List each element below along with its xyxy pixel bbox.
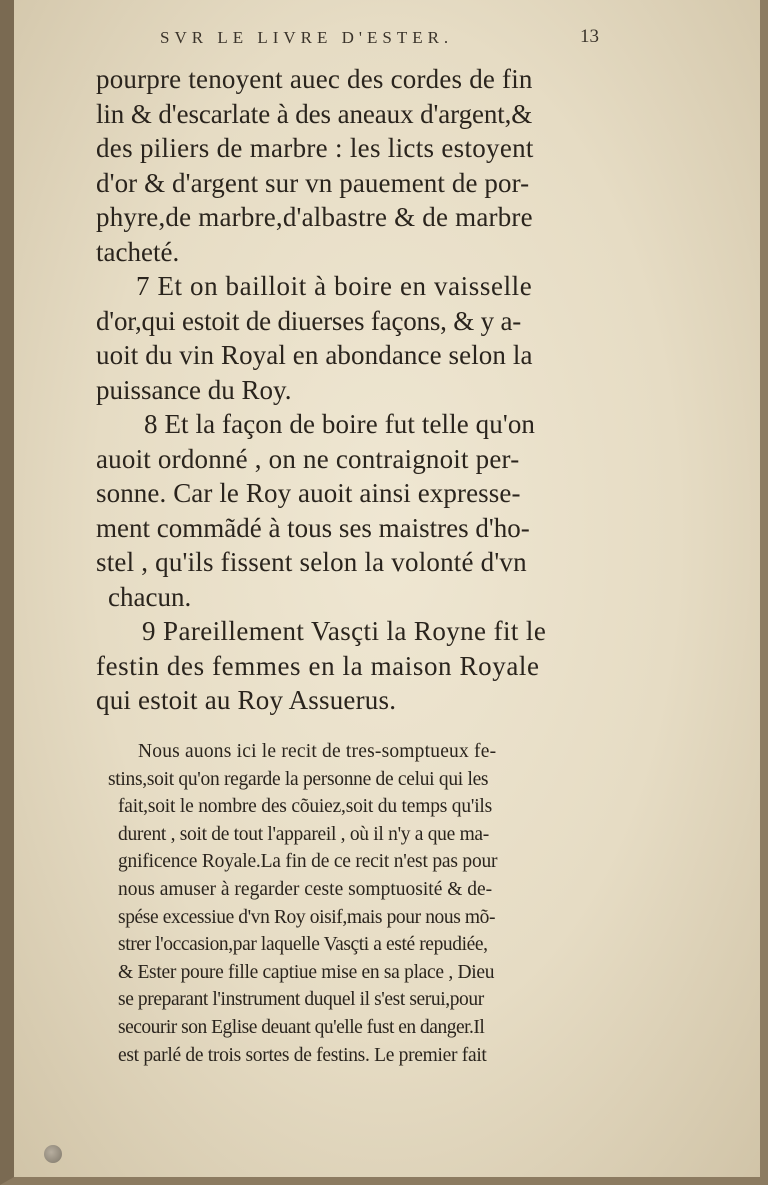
page-number: 13 <box>580 26 599 47</box>
text-line: d'or,qui estoit de diuerses façons, & y a- <box>96 305 522 336</box>
verse-7-start: 7 Et on bailloit à boire en vaisselle <box>136 271 533 301</box>
commentary-line: & Ester poure fille captiue mise en sa place , Dieu <box>118 961 495 983</box>
commentary-line: fait,soit le nombre des cõuiez,soit du temps qu'ils <box>118 796 493 818</box>
text-line: qui estoit au Roy Assuerus. <box>96 685 397 715</box>
text-line: sonne. Car le Roy auoit ainsi expresse- <box>96 478 521 508</box>
commentary-line: se preparant l'instrument duquel il s'est serui,pour <box>118 989 484 1011</box>
commentary-line: gnificence Royale.La fin de ce recit n'est pas pour <box>118 851 498 873</box>
commentary-line: durent , soit de tout l'appareil , où il n'y a que ma- <box>118 823 489 845</box>
commentary-line: nous amuser à regarder ceste somptuosité & de- <box>118 878 493 900</box>
verse-9-start: 9 Pareillement Vasçti la Royne fit le <box>142 616 547 646</box>
text-line: chacun. <box>108 581 192 612</box>
text-line: phyre,de marbre,d'albastre & de marbre <box>96 202 533 232</box>
commentary-line: strer l'occasion,par laquelle Vasçti a esté repudiée, <box>118 934 488 956</box>
text-line: festin des femmes en la maison Royale <box>96 650 540 681</box>
commentary-block <box>108 738 638 1069</box>
commentary-line: secourir son Eglise deuant qu'elle fust en danger.Il <box>118 1016 485 1038</box>
commentary-line: est parlé de trois sortes de festins. Le premier fait <box>118 1044 487 1066</box>
binding-hole-mark <box>44 1145 62 1163</box>
main-text-block <box>96 62 656 718</box>
text-line: tacheté. <box>96 236 180 267</box>
verse-8-start: 8 Et la façon de boire fut telle qu'on <box>144 409 536 439</box>
commentary-line: stins,soit qu'on regarde la personne de celui qui les <box>108 768 489 790</box>
text-line: d'or & d'argent sur vn pauement de por- <box>96 167 530 198</box>
text-line: auoit ordonné , on ne contraignoit per- <box>96 443 520 474</box>
text-line: des piliers de marbre : les licts estoyent <box>96 133 534 163</box>
text-line: lin & d'escarlate à des aneaux d'argent,& <box>96 98 533 129</box>
text-line: pourpre tenoyent auec des cordes de fin <box>96 64 533 94</box>
commentary-line: spése excessiue d'vn Roy oisif,mais pour nous mõ- <box>118 906 496 928</box>
text-line: stel , qu'ils fissent selon la volonté d'vn <box>96 547 527 577</box>
running-head: SVR LE LIVRE D'ESTER. <box>160 28 454 47</box>
text-line: puissance du Roy. <box>96 374 292 405</box>
text-line: ment commãdé à tous ses maistres d'ho- <box>96 512 530 543</box>
commentary-line: Nous auons ici le recit de tres-somptueux fe- <box>138 741 497 762</box>
text-line: uoit du vin Royal en abondance selon la <box>96 340 533 370</box>
